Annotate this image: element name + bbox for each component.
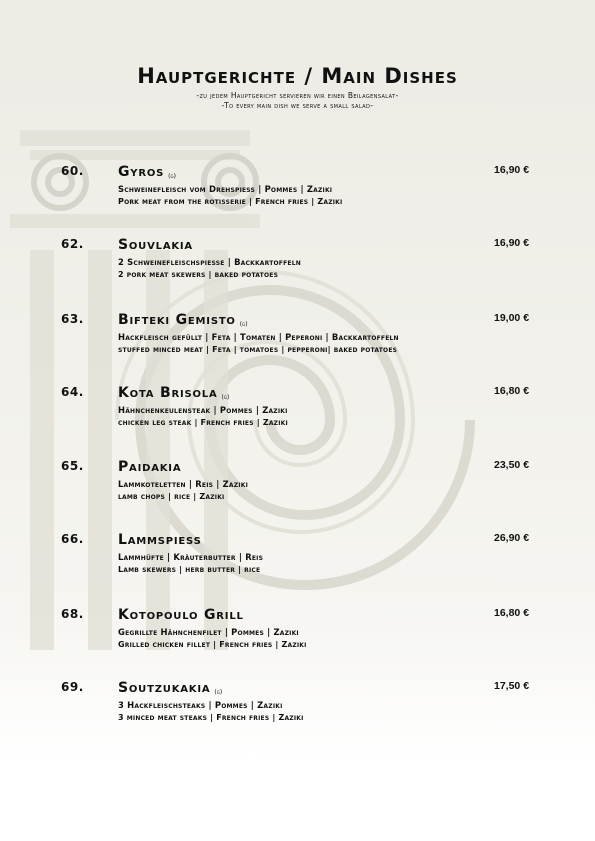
dish-price: 16,80 € xyxy=(494,607,530,619)
dish-name: Paidakia xyxy=(118,459,182,475)
dish-description-german: Gegrillte Hähnchenfilet | Pommes | Zaziki xyxy=(118,627,299,637)
dish-price: 26,90 € xyxy=(494,532,530,544)
dish-description-german: 3 Hackfleischsteaks | Pommes | Zaziki xyxy=(118,700,283,710)
dish-price: 17,50 € xyxy=(494,680,530,692)
dish-number: 62. xyxy=(61,237,84,251)
dish-number: 69. xyxy=(61,680,84,694)
dish-name: Souvlakia xyxy=(118,237,193,253)
dish-note: (g) xyxy=(239,321,248,328)
dish-name: Lammspiess xyxy=(118,532,202,548)
dish-description-english: 2 pork meat skewers | baked potatoes xyxy=(118,270,279,279)
dish-description-english: 3 minced meat steaks | French fries | Zaziki xyxy=(118,713,304,722)
dish-name: Soutzukakia (g) xyxy=(118,680,223,696)
dish-price: 16,90 € xyxy=(494,237,530,249)
subtitle-english: -To every main dish we serve a small salad- xyxy=(221,101,374,110)
dish-number: 66. xyxy=(61,532,84,546)
dish-price: 16,80 € xyxy=(494,385,530,397)
dish-number: 68. xyxy=(61,607,84,621)
dish-description-german: Hackfleisch gefüllt | Feta | Tomaten | Peperoni | Backkartoffeln xyxy=(118,332,399,342)
subtitle-german: -zu jedem Hauptgericht servieren wir einen Beilagensalat- xyxy=(196,91,399,100)
dish-description-english: Grilled chicken fillet | French fries | Zaziki xyxy=(118,640,307,649)
dish-description-german: 2 Schweinefleischspiesse | Backkartoffeln xyxy=(118,257,301,267)
dish-number: 65. xyxy=(61,459,84,473)
dish-note: (g) xyxy=(214,689,223,696)
dish-number: 63. xyxy=(61,312,84,326)
dish-description-german: Lammkoteletten | Reis | Zaziki xyxy=(118,479,249,489)
dish-name: Kota Brisola (g) xyxy=(118,385,230,401)
dish-note: (g) xyxy=(168,173,176,180)
dish-price: 16,90 € xyxy=(494,164,530,176)
dish-price: 19,00 € xyxy=(494,312,530,324)
dish-description-english: Pork meat from the rotisserie | French fries | Zaziki xyxy=(118,197,343,206)
dish-name: Bifteki Gemisto (g) xyxy=(118,312,248,328)
dish-price: 23,50 € xyxy=(494,459,530,471)
dish-name: Kotopoulo Grill xyxy=(118,607,244,623)
dish-description-german: Lammhüfte | Kräuterbutter | Reis xyxy=(118,552,264,562)
dish-number: 60. xyxy=(61,164,84,178)
page-title: Hauptgerichte / Main Dishes xyxy=(137,64,458,88)
dish-description-english: lamb chops | rice | Zaziki xyxy=(118,492,225,501)
dish-note: (g) xyxy=(221,394,230,401)
dish-description-english: stuffed minced meat | Feta | tomatoes | pepperoni| baked potatoes xyxy=(118,345,398,354)
dish-description-german: Hähnchenkeulensteak | Pommes | Zaziki xyxy=(118,405,288,415)
dish-number: 64. xyxy=(61,385,84,399)
dish-description-english: chicken leg steak | French fries | Zaziki xyxy=(118,418,288,427)
dish-description-english: Lamb skewers | herb butter | rice xyxy=(118,565,261,574)
dish-description-german: Schweinefleisch vom Drehspiess | Pommes | Zaziki xyxy=(118,184,333,194)
dish-name: Gyros (g) xyxy=(118,164,176,180)
